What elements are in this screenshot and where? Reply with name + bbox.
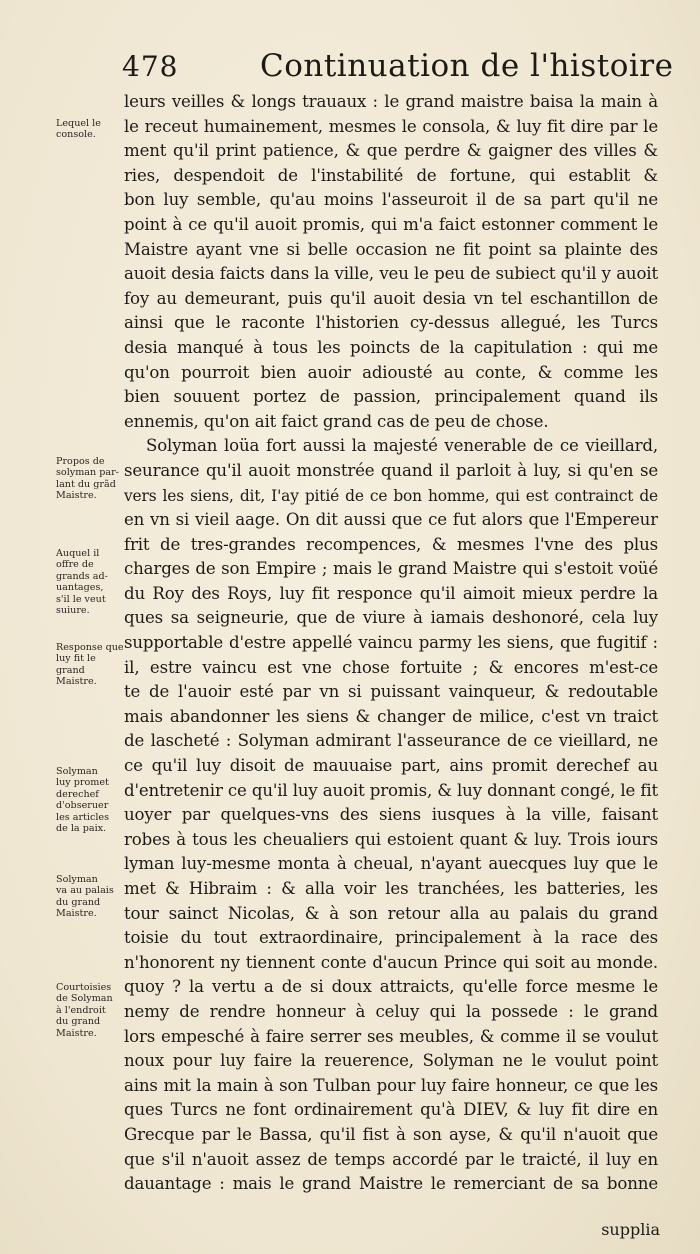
text-line: leurs veilles & longs trauaux : le grand maistre baisa la main à [124,92,658,111]
text-line: charges de son Empire ; mais le grand Maistre qui s'estoit voüé [124,559,658,579]
marginal-note [56,982,126,1039]
text-line: toisie du tout extraordinaire, principalement à la race des [124,928,658,948]
text-line: bien souuent portez de passion, principalement quand ils [124,387,658,407]
marginal-note-line: Maistre. [56,490,97,502]
text-line: du Roy des Roys, luy fit responce qu'il aimoit mieux perdre la [124,583,658,603]
text-line: ainsi que le raconte l'historien cy-dessus allegué, les Turcs [124,313,658,333]
text-line: quoy ? la vertu a de si doux attraicts, qu'elle force mesme le [124,977,658,997]
text-line: nemy de rendre honneur à celuy qui la possede : le grand [124,1001,658,1021]
text-line: noux pour luy faire la reuerence, Solyman ne le voulut point [124,1051,658,1071]
text-line: en vn si vieil aage. On dit aussi que ce fut alors que l'Empereur [124,510,658,530]
text-line: que s'il n'auoit assez de temps accordé par le traicté, il luy en [124,1149,658,1169]
marginal-note [56,118,126,141]
text-line: de lascheté : Solyman admirant l'asseurance de ce vieillard, ne [124,731,658,751]
text-line: mais abandonner les siens & changer de milice, c'est vn traict [124,706,658,726]
text-line: lors empesché à faire serrer ses meubles, & comme il se voulut [124,1026,658,1046]
text-line: ment qu'il print patience, & que perdre & gaigner des villes & [124,141,658,161]
marginal-note-line: Solyman [56,766,98,777]
text-line: vers les siens, dit, I'ay pitié de ce bon homme, qui est contrainct de [124,486,658,505]
running-title: Continuation de l'histoire [260,48,674,84]
text-line: point à ce qu'il auoit promis, qui m'a faict estonner comment le [124,214,658,234]
text-line: n'honorent ny tiennent conte d'aucun Prince qui soit au monde. [124,952,658,972]
marginal-note-line: de Solyman [56,993,113,1005]
marginal-note-line: Solyman [56,874,98,885]
marginal-note-line: Lequel le [56,118,101,129]
text-line: qu'on pourroit bien auoir adiousté au conte, & comme les [124,362,658,382]
marginal-note-line: console. [56,129,96,141]
marginal-note-line: Maistre. [56,676,97,688]
marginal-note-line: à l'endroit [56,1004,106,1016]
catchword: supplia [601,1220,660,1239]
marginal-note [56,456,126,502]
marginal-note [56,642,126,688]
marginal-note-line: du grand [56,1016,101,1028]
text-line: ques sa seigneurie, que de viure à iamais deshonoré, cela luy [124,608,658,628]
marginal-note-line: les articles [56,811,109,823]
marginal-note-line: Auquel il [56,548,100,559]
text-line: met & Hibraim : & alla voir les tranchées, les batteries, les [124,879,658,898]
body-text [124,90,658,1197]
text-line: foy au demeurant, puis qu'il auoit desia vn tel eschantillon de [124,288,658,308]
marginal-note-line: grand [56,664,85,676]
text-line: ce qu'il luy disoit de mauuaise part, ains promit derechef au [124,756,658,776]
text-line: supportable d'estre appellé vaincu parmy les siens, que fugitif : [124,633,658,653]
text-line: ennemis, qu'on ait faict grand cas de peu de chose. [124,411,549,431]
marginal-note-line: de la paix. [56,823,107,835]
text-line: le receut humainement, mesmes le consola, & luy fit dire par le [124,116,658,136]
marginal-note [56,874,126,920]
text-line: Grecque par le Bassa, qu'il fist à son ayse, & qu'il n'auoit que [124,1124,658,1144]
text-line: robes à tous les cheualiers qui estoient quant & luy. Trois iours [124,829,658,849]
marginal-note [56,766,126,834]
marginal-note-line: Propos de [56,456,105,467]
marginal-note-line: grands ad- [56,570,108,582]
text-line: auoit desia faicts dans la ville, veu le peu de subiect qu'il y auoit [124,264,658,284]
marginal-note-line: Response que [56,642,124,653]
marginal-note-line: Maistre. [56,1027,97,1039]
marginal-note-line: uantages, [56,582,104,594]
marginal-note-line: d'obseruer [56,800,109,812]
marginal-note-line: luy promet [56,777,109,789]
text-line: seurance qu'il auoit monstrée quand il parloit à luy, si qu'en se [124,460,658,480]
marginal-note [56,548,126,616]
text-line: desia manqué à tous les poincts de la capitulation : qui me [124,337,658,357]
marginal-note-line: lant du grãd [56,478,116,490]
text-line: frit de tres-grandes recompences, & mesmes l'vne des plus [124,534,658,554]
marginal-note-line: derechef [56,788,99,800]
marginal-note-line: Maistre. [56,908,97,920]
text-line: uoyer par quelques-vns des siens iusques à la ville, faisant [124,805,658,825]
page-header [122,44,682,90]
text-line: il, estre vaincu est vne chose fortuite ; & encores m'est-ce [124,657,658,677]
marginal-note-line: s'il le veut [56,593,106,605]
text-line: dauantage : mais le grand Maistre le remerciant de sa bonne [124,1174,658,1194]
text-line: ques Turcs ne font ordinairement qu'à DIEV, & luy fit dire en [124,1100,658,1120]
marginal-note-line: du grand [56,896,101,908]
marginal-note-line: suiure. [56,605,90,617]
text-line: Maistre ayant vne si belle occasion ne fit point sa plainte des [124,239,658,259]
text-line: bon luy semble, qu'au moins l'asseuroit il de sa part qu'il ne [124,190,658,210]
marginal-note-line: solyman par- [56,467,119,479]
text-line: ries, despendoit de l'instabilité de fortune, qui establit & [124,165,658,185]
text-line: ains mit la main à son Tulban pour luy faire honneur, ce que les [124,1075,658,1095]
text-line: lyman luy-mesme monta à cheual, n'ayant auecques luy que le [124,854,658,874]
text-line: tour sainct Nicolas, & à son retour alla au palais du grand [124,903,658,923]
text-line: d'entretenir ce qu'il luy auoit promis, & luy donnant congé, le fit [124,780,658,800]
text-line: te de l'auoir esté par vn si puissant vainqueur, & redoutable [124,682,658,702]
marginal-note-line: va au palais [56,885,114,897]
page-number: 478 [122,50,179,83]
text-line: Solyman loüa fort aussi la majesté venerable de ce vieillard, [146,436,658,456]
marginal-note-line: Courtoisies [56,982,112,993]
marginal-note-line: luy fit le [56,653,96,665]
marginal-note-line: offre de [56,559,94,571]
